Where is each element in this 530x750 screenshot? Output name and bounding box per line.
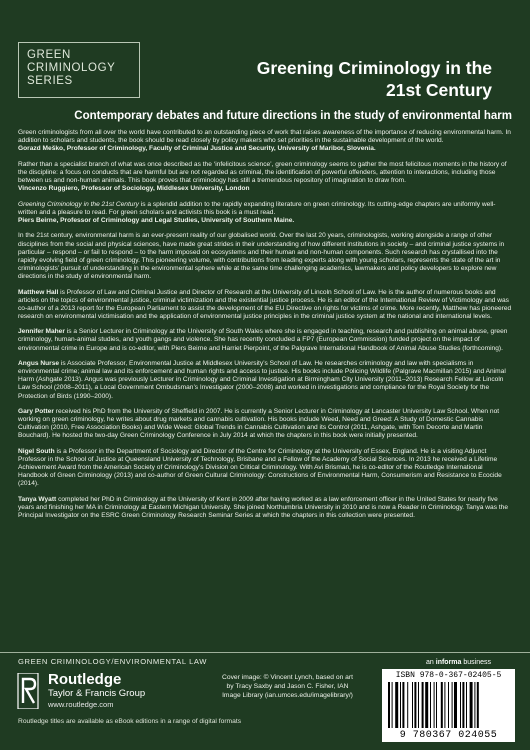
bio-4: [18, 408, 512, 440]
barcode-bar: [460, 682, 461, 728]
barcode-bar: [422, 682, 424, 728]
barcode-bar: [454, 682, 457, 728]
bio-text: is a Senior Lecturer in Criminology at the University of South Wales where she is engaged in teaching, research and publishing on animal abuse, green criminology, human-animal studies, and youth gangs and violence. She has recently concluded a FP7 (European Commission) funded project on the impact of environmental crime in Europe and is co-editor, with Piers Beirne and Harriet Pierpoint, of the Palgrave International Handbook of Animal Abuse Studies (forthcoming).: [18, 328, 508, 352]
bio-text: is a Professor in the Department of Sociology and Director of the Centre for Criminology at the University of Essex, England. He is a visiting Adjunct Professor in the School of Justice at Queensland University of Technology, Brisbane and a Fellow of the Academy of Social Sciences. In 2013 he received a Lifetime Achievement Award from the American Society of Criminology’s Division on Critical Criminology. With Avi Brisman, he is co-editor of the Routledge International Handbook of Green Criminology (2013) and co-author of Green Cultural Criminology: Constructions of Environmental Harm, Consumerism and Resistance to Ecocide (2014).: [18, 448, 502, 488]
endorsement-attribution: Piers Beirne, Professor of Criminology and Legal Studies, University of Southern Maine.: [18, 216, 295, 224]
series-line-1: GREEN: [27, 49, 71, 61]
endorsement-1: [18, 129, 512, 153]
bio-1: [18, 289, 512, 321]
routledge-icon: [16, 673, 40, 709]
publisher-group: Taylor & Francis Group: [48, 688, 146, 699]
bio-name: Angus Nurse: [18, 360, 60, 368]
endorsement-book-title: Greening Criminology in the 21st Century: [18, 200, 139, 208]
series-line-3: SERIES: [27, 75, 73, 87]
barcode-bar: [444, 682, 445, 728]
informa-business: [426, 659, 491, 666]
bio-text: received his PhD from the University of Sheffield in 2007. He is currently a Senior Lecturer in Criminology at Lancaster University Law School. When not working on green criminology, he writes about drug markets and cannabis cultivation. His books include Weed, Need and Greed: A Study of Domestic Cannabis Cultivation (2010, Free Association Books) and Wide Weed: Global Trends in Cannabis Cultivation and its Control (2011, Ashgate, with Tom Decorte and Martin Bouchard). He hosted the two-day Green Criminology Conference in July 2014 at which the chapters in this book were initially presented.: [18, 408, 500, 440]
book-subtitle: Contemporary debates and future directions in the study of environmental harm: [74, 110, 512, 122]
bio-name: Gary Potter: [18, 408, 54, 416]
endorsement-text: Rather than a specialist branch of what was once described as the ‘infelicitous science’, green criminology seems to gather the most felicitous moments in the history of the discipline: a focus on conducts that are harmful but are not regarded as criminal, the identification of powerful offenders, attention to interactions, including those between us and non-human animals. This book proves that criminology has still a tremendous repository of imagination to draw from.: [18, 160, 507, 184]
barcode-bar: [452, 682, 453, 728]
series-line-2: CRIMINOLOGY: [27, 62, 116, 74]
barcode-bar: [462, 682, 464, 728]
barcode-bar: [414, 682, 416, 728]
barcode-bar: [392, 682, 393, 728]
endorsement-text: Green criminologists from all over the world have contributed to an outstanding piece of work that raises awareness of the importance of reducing environmental harm. In addition to scholars and students, the book should be read closely by policy makers who set priorities in the sustainable development of the world.: [18, 129, 511, 145]
publisher-name: Routledge: [48, 671, 122, 688]
barcode-bar: [466, 682, 467, 728]
barcode-bar: [448, 682, 449, 728]
bio-text: is Associate Professor, Environmental Justice at Middlesex University’s School of Law. He researches criminology and law with specialisms in environmental crime; animal law and its enforcement and human rights and access to justice. His books include Policing Wildlife (Palgrave Macmillan 2015) and Animal Harm (Ashgate 2013). Angus was previously Lecturer in Criminology and Criminal Investigation at Birmingham City University (2011–2013) Research Fellow at Lincoln Law School (2008–2011), a Local Government Ombudsman’s Investigator (2000–2008) and worked in investigations and compliance for the Royal Society for the Protection of Birds (1990–2000).: [18, 360, 506, 400]
footer-divider: [0, 652, 530, 653]
barcode-bar: [434, 682, 435, 728]
book-title-line-2: 21st Century: [385, 80, 492, 100]
back-cover-body: [18, 129, 512, 528]
barcode-bar: [402, 682, 404, 728]
barcode-bar: [474, 682, 475, 728]
endorsement-3: [18, 201, 512, 225]
bio-5: [18, 448, 512, 488]
endorsement-attribution: Vincenzo Ruggiero, Professor of Sociology, Middlesex University, London: [18, 185, 250, 193]
bio-name: Jennifer Maher: [18, 328, 65, 336]
bio-name: Tanya Wyatt: [18, 495, 57, 503]
barcode-number: 9 780367 024055: [399, 730, 498, 741]
barcode-bar: [395, 682, 398, 728]
barcode-bar: [441, 682, 443, 728]
barcode-bar: [412, 682, 413, 728]
bio-text: completed her PhD in Criminology at the University of Kent in 2009 after having worked as a law enforcement officer in the United States for nearly five years and finishing her MA in Criminology at Eastern Michigan University. She joined Northumbria University in 2010 and is now a Reader in Criminology. Tanya was the Principal Investigator on the ESRC Green Criminology Research Seminar Series at which the chapters in this collection were presented.: [18, 495, 509, 520]
informa-suffix: business: [463, 659, 492, 666]
book-title-line-1: Greening Criminology in the: [256, 58, 492, 78]
barcode-bar: [425, 682, 428, 728]
barcode-bar: [477, 682, 479, 728]
bio-3: [18, 360, 512, 400]
endorsement-2: [18, 161, 512, 193]
informa-brand: informa: [435, 659, 462, 666]
barcode-bar: [388, 682, 390, 728]
barcode-icon: [388, 682, 509, 728]
barcode-bar: [418, 682, 419, 728]
publisher-url: www.routledge.com: [48, 700, 114, 709]
barcode-bar: [430, 682, 431, 728]
bio-text: is Professor of Law and Criminal Justice and Director of Research at the University of Lincoln School of Law. He is the author of numerous books and articles on the topics of environmental justice, criminal victimization and the existential justice process. He is an editor of the International Review of Victimology and was co-author of a 2013 report for the European Parliament to assist the development of the EU Directive on rights for victims of crime. More recently, Matthew has pioneered research on environmental victimisation and the application of environmental justice principles in the criminal justice system at the national and international levels.: [18, 288, 512, 320]
book-title: [162, 57, 492, 101]
bio-name: Matthew Hall: [18, 288, 59, 296]
barcode-bar: [470, 682, 473, 728]
bio-name: Nigel South: [18, 448, 55, 455]
barcode-bar: [400, 682, 401, 728]
cover-image-credit: Cover image: © Vincent Lynch, based on art by Tracy Saxby and Jason C. Fisher, IAN Image Library (ian.umces.edu/imagelibrary/): [222, 674, 353, 699]
ebook-note: Routledge titles are available as eBook editions in a range of digital formats: [18, 718, 242, 725]
book-description: In the 21st century, environmental harm is an ever-present reality of our globalised world. Over the last 20 years, criminologists, working alongside a range of other disciplines from the social and physical sciences, have made great strides in their understanding of how different institutions in society – and criminal justice systems in particular – respond – or fail to respond – to the harm imposed on ecosystems and their human and non-human components. Such research has crystallised into the rapidly evolving field of green criminology. This pioneering volume, with contributions from leading experts along with young scholars, represents the state of the art in criminologists’ pursuit of understanding in the environmental sphere while at the same time challenging academics, lawmakers and policy developers to explore new directions in the study of environmental harm.: [18, 232, 505, 280]
bio-2: [18, 328, 512, 352]
barcode-panel: [382, 669, 515, 742]
endorsement-text: is a splendid addition to the rapidly expanding literature on green criminology. Its cutting-edge chapters are uniformly well-written and a pleasure to read. For green scholars and activists this book is a must read.: [18, 200, 496, 216]
bio-6: [18, 496, 512, 520]
publisher-logo: [16, 671, 191, 711]
series-logo-box: [18, 42, 140, 98]
subject-category: GREEN CRIMINOLOGY/ENVIRONMENTAL LAW: [18, 657, 208, 666]
endorsement-attribution: Gorazd Meško, Professor of Criminology, Faculty of Criminal Justice and Security, University of Maribor, Slovenia.: [18, 145, 376, 153]
barcode-bar: [436, 682, 437, 728]
informa-prefix: an: [426, 659, 434, 666]
barcode-bar: [407, 682, 408, 728]
isbn-text: ISBN 978-0-367-02405-5: [395, 671, 502, 680]
